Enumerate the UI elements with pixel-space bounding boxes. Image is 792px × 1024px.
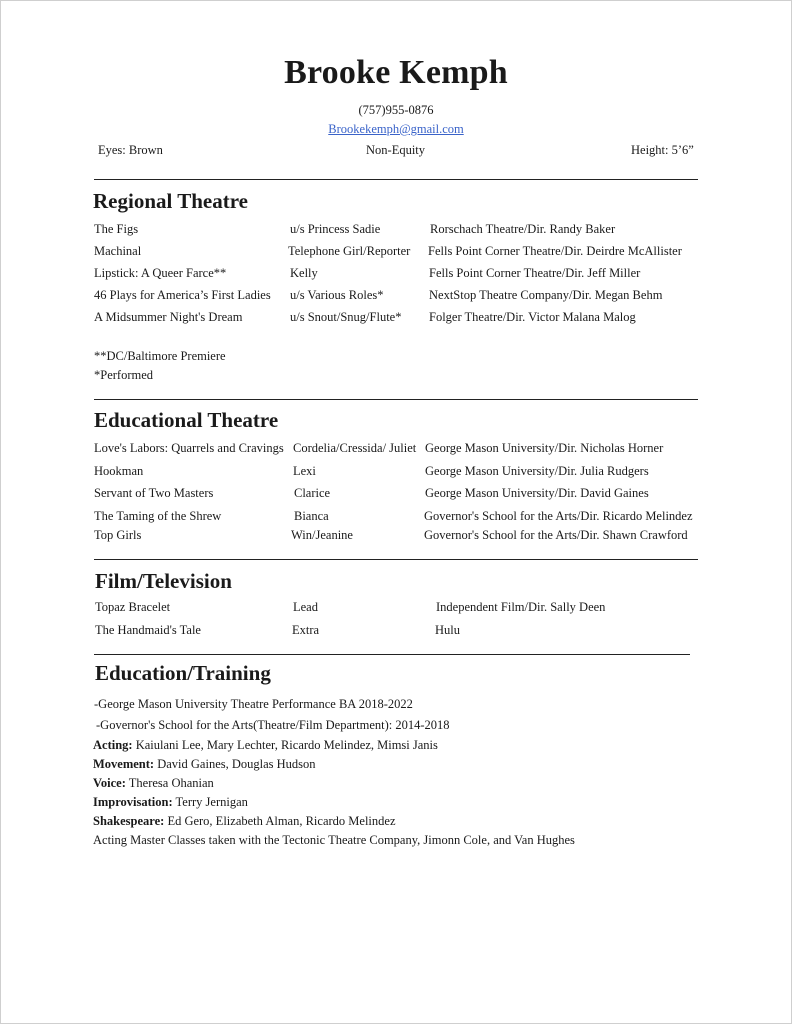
credit-show: The Handmaid's Tale <box>95 623 201 637</box>
resume-name: Brooke Kemph <box>284 54 508 91</box>
credit-company: Independent Film/Dir. Sally Deen <box>436 600 606 614</box>
training-shakespeare <box>93 814 396 829</box>
master-classes: Acting Master Classes taken with the Tectonic Theatre Company, Jimonn Cole, and Van Hughes <box>93 833 575 847</box>
training-voice <box>93 776 214 791</box>
credit-show: Top Girls <box>94 528 142 542</box>
divider <box>94 654 690 655</box>
education-training-heading: Education/Training <box>95 661 271 685</box>
credit-role: u/s Various Roles* <box>290 288 384 302</box>
regional-theatre-heading: Regional Theatre <box>93 189 248 213</box>
credit-show: A Midsummer Night's Dream <box>94 310 243 324</box>
training-label: Movement: <box>93 757 155 771</box>
credit-company: Governor's School for the Arts/Dir. Ricardo Melindez <box>424 509 693 523</box>
email-link[interactable]: Brookekemph@gmail.com <box>328 122 464 136</box>
credit-company: Fells Point Corner Theatre/Dir. Deirdre McAllister <box>428 244 682 258</box>
credit-show: Hookman <box>94 464 144 478</box>
union-status: Non-Equity <box>366 143 426 157</box>
credit-show: Love's Labors: Quarrels and Cravings <box>94 441 284 455</box>
credit-role: Bianca <box>294 509 329 523</box>
premiere-note: **DC/Baltimore Premiere <box>94 349 226 363</box>
divider <box>94 399 698 400</box>
degree-entry: -George Mason University Theatre Performance BA 2018-2022 <box>94 697 413 711</box>
credit-company: Folger Theatre/Dir. Victor Malana Malog <box>429 310 636 324</box>
training-value: Kaiulani Lee, Mary Lechter, Ricardo Melindez, Mimsi Janis <box>132 738 438 752</box>
credit-role: Kelly <box>290 266 318 280</box>
credit-show: Servant of Two Masters <box>94 486 214 500</box>
training-acting <box>93 738 438 753</box>
credit-show: The Figs <box>94 222 139 236</box>
credit-company: Rorschach Theatre/Dir. Randy Baker <box>430 222 616 236</box>
credit-role: Lead <box>293 600 318 614</box>
credit-show: Machinal <box>94 244 142 258</box>
film-television-heading: Film/Television <box>95 569 232 593</box>
credit-company: NextStop Theatre Company/Dir. Megan Behm <box>429 288 663 302</box>
height-info: Height: 5’6” <box>631 143 694 157</box>
credit-show: Topaz Bracelet <box>95 600 171 614</box>
credit-company: Fells Point Corner Theatre/Dir. Jeff Miller <box>429 266 641 280</box>
training-value: Ed Gero, Elizabeth Alman, Ricardo Melindez <box>164 814 396 828</box>
training-value: Theresa Ohanian <box>125 776 214 790</box>
educational-theatre-heading: Educational Theatre <box>94 408 279 432</box>
credit-role: Clarice <box>294 486 331 500</box>
credit-role: Cordelia/Cressida/ Juliet <box>293 441 417 455</box>
credit-show: Lipstick: A Queer Farce** <box>94 266 227 280</box>
training-movement <box>93 757 316 772</box>
training-improvisation <box>93 795 248 810</box>
credit-company: George Mason University/Dir. David Gaines <box>425 486 649 500</box>
training-value: Terry Jernigan <box>172 795 248 809</box>
credit-show: The Taming of the Shrew <box>94 509 222 523</box>
training-label: Improvisation: <box>93 795 173 809</box>
credit-role: u/s Princess Sadie <box>290 222 381 236</box>
credit-role: Win/Jeanine <box>291 528 353 542</box>
degree-entry: -Governor's School for the Arts(Theatre/Film Department): 2014-2018 <box>96 718 450 732</box>
credit-role: u/s Snout/Snug/Flute* <box>290 310 402 324</box>
phone-number: (757)955-0876 <box>358 103 434 117</box>
training-label: Acting: <box>93 738 133 752</box>
credit-company: George Mason University/Dir. Julia Rudgers <box>425 464 649 478</box>
eyes-info: Eyes: Brown <box>98 143 163 157</box>
training-value: David Gaines, Douglas Hudson <box>154 757 316 771</box>
training-label: Shakespeare: <box>93 814 165 828</box>
credit-role: Lexi <box>293 464 316 478</box>
performed-note: *Performed <box>94 368 154 382</box>
training-label: Voice: <box>93 776 126 790</box>
credit-role: Telephone Girl/Reporter <box>288 244 411 258</box>
credit-role: Extra <box>292 623 320 637</box>
credit-show: 46 Plays for America’s First Ladies <box>94 288 271 302</box>
credit-company: Governor's School for the Arts/Dir. Shawn Crawford <box>424 528 688 542</box>
divider <box>94 559 698 560</box>
divider <box>94 179 698 180</box>
credit-company: Hulu <box>435 623 460 637</box>
credit-company: George Mason University/Dir. Nicholas Horner <box>425 441 664 455</box>
